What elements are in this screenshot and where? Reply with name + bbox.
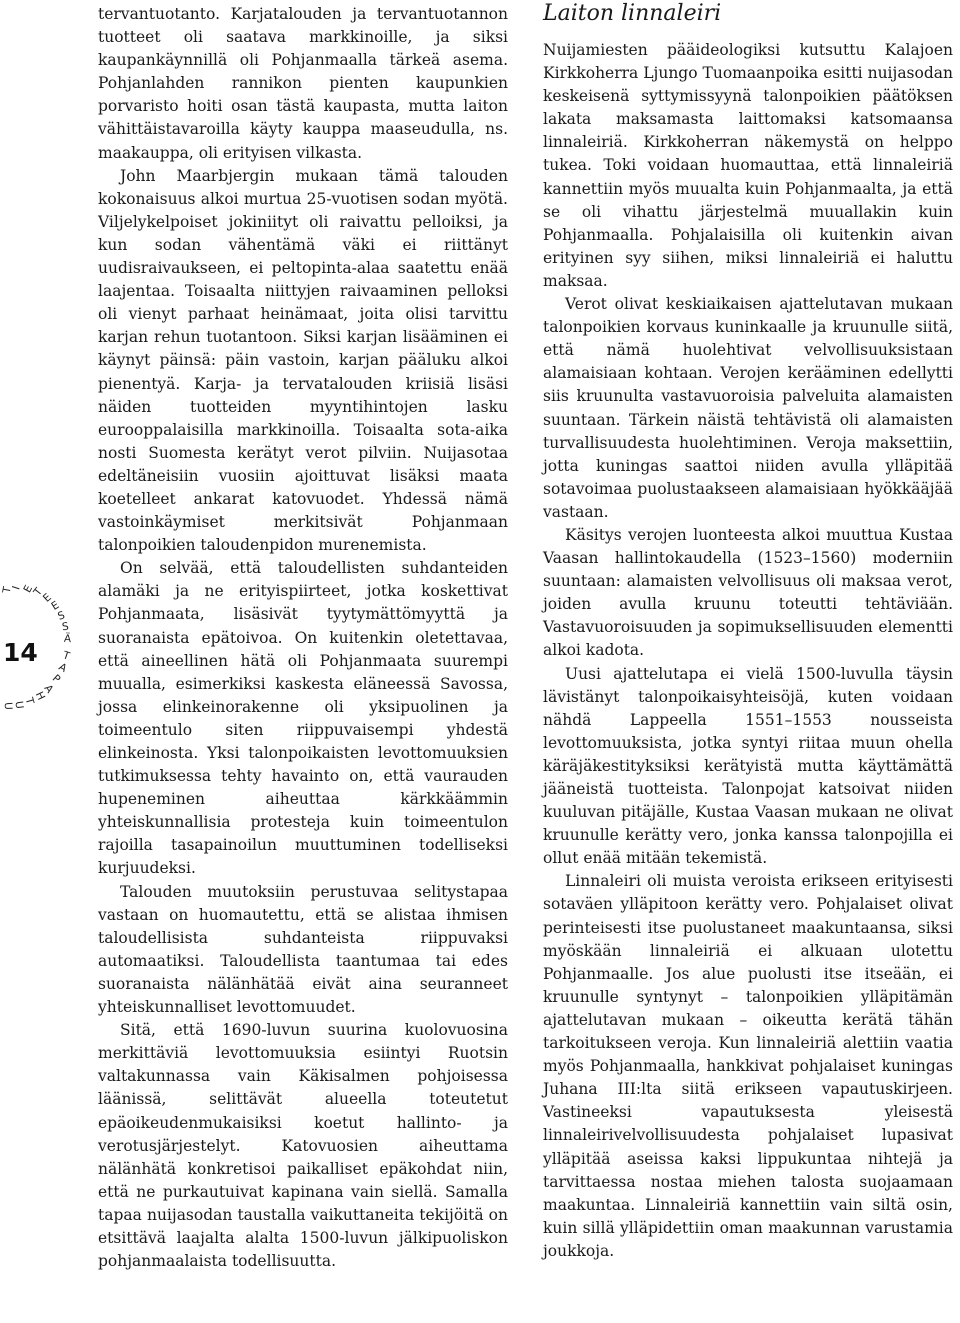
arc-letter: T [61, 649, 72, 663]
arc-letter: Ä [63, 632, 72, 646]
paragraph: Verot olivat keskiaikaisen ajattelutavan mukaan talonpoikien korvaus kuninkaalle ja kruunulle siitä, että nämä huolehtivat velvollisuuksistaan alamaisiaan kohtaan. Verojen kerääminen edellytti siis kruunulta vastavuoroisia palveluita alamaisten suuntaan. Tärkein näistä tehtävistä oli alamaisten turvallisuudesta huolehtiminen. Veroja maksettiin, jotta kuningas saattoi niiden avulla ylläpitää sotavoimaa puolustaakseen alamaisiaan hyökkääjää vastaan. [543, 295, 953, 521]
arc-letter: U [12, 700, 26, 710]
arc-letter: E [40, 591, 54, 605]
arc-letter: A [56, 661, 69, 675]
arc-letter: S [56, 609, 67, 623]
arc-letter: U [1, 701, 14, 711]
right-text-column [543, 3, 953, 1263]
arc-letter: H [32, 689, 48, 703]
paragraph: Talouden muutoksiin perustuvaa selitystapaa vastaan on huomautettu, että se alistaa ihmisen taloudellisista suhdanteista riippuvaksi automaatiksi. Taloudellista taantumaa tai edes suoranaista nälänhätää eivät aina seuranneet yhteiskunnalliset levottomuudet. [98, 882, 508, 1017]
paragraph: On selvää, että taloudellisten suhdanteiden alamäki ja ne erityispiirteet, jotka koskettivat Pohjanmaata, lisäsivät tyytymättömyyttä ja suoranaista epätoivoa. On kuitenkin oletettavaa, että aineellinen hätä oli Pohjanmaata suurempi muualla, esimerkiksi kaskesta eläneessä Savossa, jossa elinkeinorakenne oli yksipuolinen ja toimeentulo siten riippuvaisempi yhdestä elinkeinosta. Yksi talonpoikaisten levottomuuksien tutkimuksessa tehty havainto on, että vaurauden hupeneminen aiheuttaa kärkkäämmin yhteiskunnallisia protesteja kuin toimeentulon rajoilla tasapainoilun muuttuminen todelliseksi kurjuudeksi. [98, 559, 508, 878]
paragraph: Uusi ajattelutapa ei vielä 1500-luvulla täysin lävistänyt talonpoikaisyhteisöjä, kuten voidaan nähdä Lappeella 1551–1553 nousseista levottomuuksista, jotka syntyi riitaa muun ohella käräjäkestityksiksi kerätyistä mutta käyttämättä jääneistä tuotteista. Talonpojat katsoivat niiden kuuluvan pitäjälle, Kustaa Vaasan mukaan ne olivat kruunulle kerätty vero, jonka kanssa talonpojilla ei ollut enää mitään tekemistä. [543, 664, 953, 868]
paragraph: Linnaleiri oli muista veroista erikseen erityisesti sotaväen ylläpitoon kerätty vero. Pohjalaiset olivat perinteisesti itse puolustaneet maakuntaansa, siksi myöskään linnaleiriä ei alkuaan ulotettu Pohjanmaalle. Jos alue puolusti itse itseään, ei kruunulle syntynyt – talonpoikien ylläpitämän ajattelutavan mukaan – oikeutta kerätä tähän tarkoitukseen veroja. Kun linnaleiriä alettiin vaatia myös Pohjanmaalla, hankkivat pohjalaiset kuningas Juhana III:lta siitä erikseen vapautuskirjeen. Vastineeksi vapautuksesta yleisestä linnaleirivelvollisuudesta pohjalaiset lupasivat ylläpitää aseissa kaksi lippukuntaa nihtejä ja tarvittaessa nostaa miehen talosta suojaamaan maakuntaa. Linnaleiriä kannettiin vain siltä osin, kuin sillä ylläpidettiin oman maakunnan varustamia joukkoja. [543, 872, 953, 1260]
arc-letter: E [21, 583, 36, 595]
section-heading: Laiton linnaleiri [543, 1, 722, 26]
arc-letter: P [49, 672, 63, 686]
arc-letter: T [31, 585, 45, 599]
paragraph: John Maarbjergin mukaan tämä talouden kokonaisuus alkoi murtua 25-vuotisen sodan myötä. Viljelykelpoiset jokiniityt oli raivattu pelloiksi, ja kun sodan vähentämä väki ei riittänyt uudisraivaukseen, ei peltopinta-alaa saatettu enää laajentaa. Toisaalta niittyjen raivaaminen pelloksi oli vienyt parhaat heinämaat, joita olisi tarvittu karjan rehun tuotantoon. Siksi karjan lisääminen ei käynyt päinsä: päin vastoin, karjan pääluku alkoi pienentyä. Karja- ja tervatalouden kriisiä lisäsi näiden tuotteiden myyntihintojen lasku eurooppalaisilla markkinoilla. Toisaalta sota-aika nosti Suomesta kerätyt verot pilviin. Nuijasotaa edeltäneisiin vuosiin ajoittuvat lisäksi maata koetelleet ankarat katovuodet. Yhdessä nämä vastoinkäymiset merkitsivät Pohjanmaan talonpoikien taloudenpidon murenemista. [98, 166, 508, 555]
arc-letter: T [0, 585, 14, 595]
page-number: 14 [3, 638, 38, 667]
paragraph: tervantuotanto. Karjatalouden ja tervantuotannon tuotteet oli saatava markkinoille, ja siksi kaupankäynnillä oli Pohjanmaalla tärkeä asema. Pohjanlahden rannikon pienten kaupunkien porvaristo hoiti osan tästä kaupasta, mutta laiton vähittäistavaroilla käyty kauppa maaseudulla, ns. maakauppa, oli erityisen vilkasta. [98, 5, 508, 162]
arc-letter: A [41, 682, 56, 696]
paragraph: Nuijamiesten pääideologiksi kutsuttu Kalajoen Kirkkoherra Ljungo Tuomaanpoika esitti nuijasodan keskeisenä syttymissyynä talonpoikien päätöksen lakata maksamasta laittomaksi katsomaansa linnaleiriä. Kirkkoherran näkemystä on helppo tukea. Toki voidaan huomauttaa, että linnaleiriä kannettiin myös muualta kuin Pohjanmaalta, ja että se oli vihattu järjestelmä muuallakin kuin Pohjanmaalla. Pohjalaisilla oli kuitenkin aivan erityinen syy siihen, miksi linnaleiriä ei haluttu maksaa. [543, 41, 953, 290]
paragraph: Käsitys verojen luonteesta alkoi muuttua Kustaa Vaasan hallintokaudella (1523–1560) moderniin suuntaan: alamaisten velvollisuus oli maksaa verot, joiden avulla kruunu toteutti tehtäviään. Vastavuoroisuuden ja sopimuksellisuuden elementti alkoi kadota. [543, 525, 953, 660]
arc-letter: S [61, 620, 70, 634]
arc-letter: T [22, 696, 36, 706]
paragraph: Sitä, että 1690-luvun suurina kuolovuosina merkittäviä levottomuuksia esiintyi Ruotsin valtakunnassa vain Käkisalmen pohjoisessa läänissä, selittävät alueella toteutetut epäoikeudenmukaisiksi koetut hallinto- ja verotusjärjestelyt. Katovuosien aiheuttama nälänhätä konkretisoi paikalliset epäkohdat niin, että ne purkautuivat kapinana vain siellä. Samalla tapaa nuijasodan taustalla vaikuttaneita tekijöitä on etsittävä laajalta alalta 1500-luvun jälkipuoliskon pohjanmaalaista todellisuutta. [98, 1021, 508, 1271]
left-text-column [98, 3, 508, 1273]
arc-letter: I [10, 584, 23, 592]
arc-letter: E [49, 599, 62, 613]
